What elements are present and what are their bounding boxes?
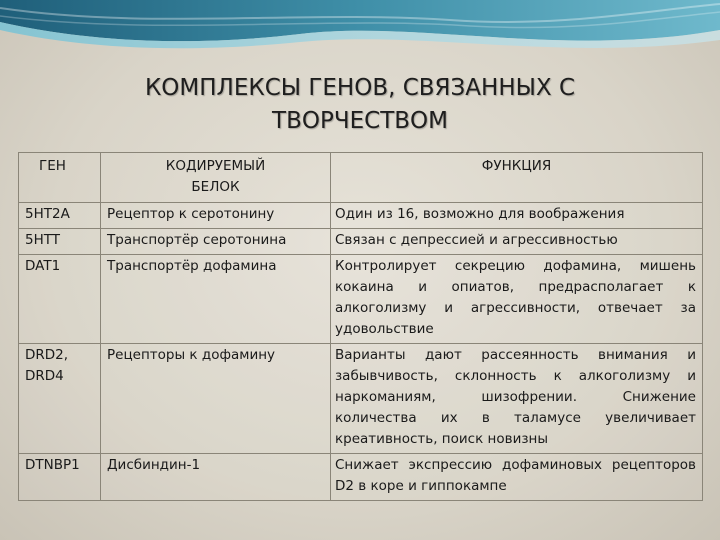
gene-cell: 5HT2A xyxy=(19,203,101,229)
slide-title xyxy=(0,72,720,138)
protein-cell: Рецептор к серотонину xyxy=(101,203,331,229)
header-protein xyxy=(101,153,331,203)
table-row xyxy=(19,255,703,344)
function-cell: Один из 16, возможно для воображения xyxy=(331,203,703,229)
function-cell: Связан с депрессией и агрессивностью xyxy=(331,229,703,255)
table-row xyxy=(19,454,703,501)
header-function: ФУНКЦИЯ xyxy=(331,153,703,203)
slide-title-line2: ТВОРЧЕСТВОМ xyxy=(272,108,448,134)
header-protein-line1: КОДИРУЕМЫЙ xyxy=(165,158,266,174)
table-row xyxy=(19,229,703,255)
gene-cell: 5HTT xyxy=(19,229,101,255)
decorative-banner xyxy=(0,0,720,60)
protein-cell: Транспортёр серотонина xyxy=(101,229,331,255)
protein-cell: Транспортёр дофамина xyxy=(101,255,331,344)
gene-table xyxy=(18,152,703,501)
function-cell: Варианты дают рассеянность внимания и забывчивость, склонность к алкоголизму и наркоманиям, шизофрении. Снижение количества их в таламусе увеличивает креативность, поиск новизны xyxy=(331,344,703,454)
gene-cell: DTNBP1 xyxy=(19,454,101,501)
header-protein-line2: БЕЛОК xyxy=(191,179,240,195)
gene-cell: DAT1 xyxy=(19,255,101,344)
function-cell: Снижает экспрессию дофаминовых рецепторов D2 в коре и гиппокампе xyxy=(331,454,703,501)
wave-banner-graphic xyxy=(0,0,720,60)
function-cell: Контролирует секрецию дофамина, мишень кокаина и опиатов, предрасполагает к алкоголизму и агрессивности, отвечает за удовольствие xyxy=(331,255,703,344)
table-row xyxy=(19,203,703,229)
protein-cell: Рецепторы к дофамину xyxy=(101,344,331,454)
slide-title-line1: КОМПЛЕКСЫ ГЕНОВ, СВЯЗАННЫХ С xyxy=(144,75,576,101)
protein-cell: Дисбиндин-1 xyxy=(101,454,331,501)
gene-cell: DRD2, DRD4 xyxy=(19,344,101,454)
header-gene: ГЕН xyxy=(19,153,101,203)
table-row xyxy=(19,344,703,454)
table-header-row xyxy=(19,153,703,203)
